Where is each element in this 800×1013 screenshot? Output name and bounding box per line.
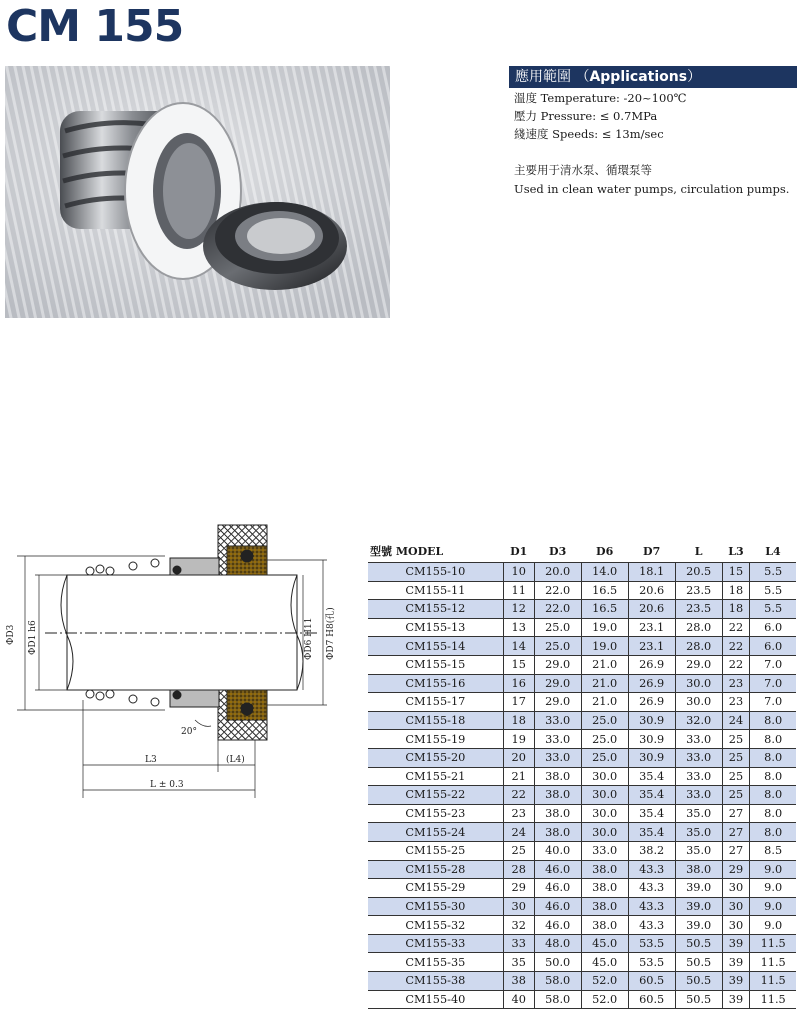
cell-model: CM155-17 [405,695,466,709]
header-d6: D6 [596,544,614,558]
cell-d3: 46.0 [534,879,581,898]
cell-d6: 52.0 [581,972,628,991]
table-row [368,581,796,600]
cell-d6: 21.0 [581,693,628,712]
cell-model: CM155-35 [405,955,466,969]
table-row [368,879,796,898]
cell-l3: 25 [722,730,750,749]
cell-d7: 30.9 [628,730,675,749]
cell-l4: 8.5 [750,841,796,860]
cell-d7: 60.5 [628,990,675,1009]
cell-l3: 18 [722,581,750,600]
cell-d7: 53.5 [628,934,675,953]
cell-d3: 38.0 [534,804,581,823]
cell-d3: 50.0 [534,953,581,972]
cell-d6: 25.0 [581,730,628,749]
cell-l: 35.0 [675,804,722,823]
cell-d6: 52.0 [581,990,628,1009]
header-d1: D1 [510,544,528,558]
product-photo [5,66,390,318]
table-row [368,637,796,656]
cell-d7: 23.1 [628,618,675,637]
cell-l3: 22 [722,637,750,656]
applications-header-cn: 應用範圍 [515,69,571,85]
cell-d7: 43.3 [628,916,675,935]
cell-d1: 40 [503,990,534,1009]
table-row [368,563,796,582]
cell-l3: 22 [722,618,750,637]
cell-l3: 25 [722,748,750,767]
table-row [368,804,796,823]
cell-l4: 9.0 [750,860,796,879]
cell-d3: 33.0 [534,748,581,767]
technical-drawing [5,520,360,810]
cell-l4: 11.5 [750,990,796,1009]
cell-l4: 7.0 [750,693,796,712]
cell-model: CM155-28 [405,862,466,876]
cell-model: CM155-15 [405,658,466,672]
cell-model: CM155-20 [405,751,466,765]
table-header-row [368,540,796,563]
cell-d7: 60.5 [628,972,675,991]
cell-l: 33.0 [675,748,722,767]
table-row [368,972,796,991]
cell-model: CM155-33 [405,937,466,951]
cell-d6: 33.0 [581,841,628,860]
cell-d1: 10 [503,563,534,582]
cell-model: CM155-10 [405,565,466,579]
cell-d7: 43.3 [628,897,675,916]
cell-d3: 25.0 [534,618,581,637]
cell-d1: 23 [503,804,534,823]
l3-label: L3 [145,755,157,765]
cell-l4: 8.0 [750,786,796,805]
cell-d7: 26.9 [628,674,675,693]
cell-model: CM155-19 [405,732,466,746]
cell-d7: 23.1 [628,637,675,656]
cell-d7: 35.4 [628,786,675,805]
cell-l4: 5.5 [750,563,796,582]
applications-header: 應用範圍 （Applications） [509,66,797,88]
cell-l: 50.5 [675,934,722,953]
cell-d3: 29.0 [534,693,581,712]
cell-model: CM155-21 [405,769,466,783]
cell-d6: 16.5 [581,581,628,600]
cell-d3: 38.0 [534,823,581,842]
cell-d6: 38.0 [581,879,628,898]
cell-d6: 25.0 [581,711,628,730]
cell-l4: 11.5 [750,934,796,953]
cell-l4: 5.5 [750,581,796,600]
cell-model: CM155-30 [405,899,466,913]
cell-d1: 22 [503,786,534,805]
table-row [368,823,796,842]
cell-l3: 22 [722,655,750,674]
cell-l: 50.5 [675,990,722,1009]
cell-d6: 38.0 [581,897,628,916]
cell-l3: 30 [722,897,750,916]
table-row [368,990,796,1009]
cell-d7: 20.6 [628,600,675,619]
cell-l4: 8.0 [750,804,796,823]
cell-d1: 18 [503,711,534,730]
cell-d3: 58.0 [534,990,581,1009]
cell-l4: 6.0 [750,618,796,637]
cell-d6: 45.0 [581,934,628,953]
cell-l3: 29 [722,860,750,879]
table-row [368,897,796,916]
cell-model: CM155-23 [405,807,466,821]
cell-d7: 26.9 [628,693,675,712]
cell-d6: 25.0 [581,748,628,767]
cell-d6: 19.0 [581,618,628,637]
cell-l3: 25 [722,786,750,805]
cell-l4: 7.0 [750,655,796,674]
table-row [368,860,796,879]
cell-l: 39.0 [675,897,722,916]
cell-d3: 22.0 [534,600,581,619]
cell-model: CM155-12 [405,602,466,616]
cell-d7: 43.3 [628,860,675,879]
cell-d6: 38.0 [581,860,628,879]
table-row [368,618,796,637]
cell-l3: 23 [722,674,750,693]
cell-l4: 5.5 [750,600,796,619]
cell-l3: 39 [722,990,750,1009]
cell-d1: 13 [503,618,534,637]
cell-l: 35.0 [675,841,722,860]
cell-d1: 15 [503,655,534,674]
header-model: 型號 MODEL [370,545,444,558]
dimension-table [368,540,796,1009]
cell-d3: 29.0 [534,655,581,674]
table-row [368,916,796,935]
cell-d6: 16.5 [581,600,628,619]
cell-l: 28.0 [675,618,722,637]
cell-d3: 22.0 [534,581,581,600]
cell-l4: 6.0 [750,637,796,656]
cell-l3: 27 [722,804,750,823]
cell-l: 30.0 [675,693,722,712]
cell-l3: 39 [722,934,750,953]
cell-d7: 35.4 [628,767,675,786]
cell-d1: 16 [503,674,534,693]
applications-header-en: Applications [589,69,688,85]
cell-d1: 32 [503,916,534,935]
cell-d3: 33.0 [534,711,581,730]
cell-l: 38.0 [675,860,722,879]
header-l4: L4 [765,544,781,558]
cell-d7: 26.9 [628,655,675,674]
table-row [368,934,796,953]
table-row [368,655,796,674]
cell-d1: 28 [503,860,534,879]
cell-d1: 11 [503,581,534,600]
cell-model: CM155-18 [405,714,466,728]
cell-d7: 18.1 [628,563,675,582]
cell-l: 23.5 [675,581,722,600]
cell-d3: 46.0 [534,897,581,916]
table-row [368,693,796,712]
temperature-spec: 溫度 Temperature: -20~100℃ [514,91,687,105]
cell-model: CM155-25 [405,844,466,858]
cell-l: 35.0 [675,823,722,842]
cell-l3: 30 [722,879,750,898]
cell-l4: 8.0 [750,748,796,767]
usage-cn: 主要用于清水泵、循環泵等 [514,163,652,177]
cell-l: 33.0 [675,730,722,749]
cell-d1: 12 [503,600,534,619]
cell-d1: 19 [503,730,534,749]
cell-model: CM155-38 [405,974,466,988]
cell-model: CM155-24 [405,825,466,839]
cell-l4: 11.5 [750,953,796,972]
l-label: L ± 0.3 [150,780,184,790]
cell-d6: 30.0 [581,804,628,823]
cell-l4: 9.0 [750,897,796,916]
cell-d6: 30.0 [581,786,628,805]
cell-d3: 38.0 [534,767,581,786]
cell-d3: 48.0 [534,934,581,953]
cell-l: 33.0 [675,767,722,786]
cell-l: 39.0 [675,879,722,898]
cell-l: 29.0 [675,655,722,674]
cell-d1: 33 [503,934,534,953]
cell-model: CM155-11 [405,583,466,597]
cell-d3: 46.0 [534,916,581,935]
cell-d3: 58.0 [534,972,581,991]
d3-label: ΦD3 [6,624,16,645]
table-row [368,748,796,767]
cell-l3: 25 [722,767,750,786]
page-title: CM 155 [6,1,184,52]
cell-l: 39.0 [675,916,722,935]
table-row [368,674,796,693]
table-row [368,600,796,619]
cell-d7: 30.9 [628,748,675,767]
cell-d1: 30 [503,897,534,916]
cell-d7: 20.6 [628,581,675,600]
usage-en: Used in clean water pumps, circulation pumps. [514,182,790,196]
cell-l3: 39 [722,953,750,972]
cell-d6: 19.0 [581,637,628,656]
angle-label: 20° [181,727,197,737]
cell-d3: 46.0 [534,860,581,879]
cell-d6: 21.0 [581,655,628,674]
cell-d7: 35.4 [628,823,675,842]
cell-l: 50.5 [675,972,722,991]
cell-d6: 45.0 [581,953,628,972]
d1-label: ΦD1 h6 [28,620,38,655]
cell-l3: 39 [722,972,750,991]
seat-ring-photo [203,202,347,290]
cell-l: 28.0 [675,637,722,656]
cell-d1: 20 [503,748,534,767]
d7-label: ΦD7 H8(孔) [326,607,336,660]
cell-d3: 33.0 [534,730,581,749]
cell-d6: 38.0 [581,916,628,935]
cell-model: CM155-29 [405,881,466,895]
header-d3: D3 [549,544,567,558]
table-row [368,786,796,805]
speed-spec: 綫速度 Speeds: ≤ 13m/sec [514,127,664,141]
cell-l: 23.5 [675,600,722,619]
cell-l3: 27 [722,823,750,842]
cell-d7: 35.4 [628,804,675,823]
pressure-spec: 壓力 Pressure: ≤ 0.7MPa [514,109,658,123]
cell-d3: 25.0 [534,637,581,656]
cell-d6: 21.0 [581,674,628,693]
cell-l4: 8.0 [750,767,796,786]
cell-l4: 8.0 [750,730,796,749]
cell-l3: 15 [722,563,750,582]
cell-d1: 29 [503,879,534,898]
cell-model: CM155-22 [405,788,466,802]
cell-l4: 8.0 [750,823,796,842]
cell-d3: 38.0 [534,786,581,805]
cell-l3: 23 [722,693,750,712]
cell-l4: 8.0 [750,711,796,730]
cell-d6: 14.0 [581,563,628,582]
cell-l: 32.0 [675,711,722,730]
cell-d1: 24 [503,823,534,842]
cell-d7: 30.9 [628,711,675,730]
cell-model: CM155-16 [405,676,466,690]
cell-l3: 27 [722,841,750,860]
cell-l: 30.0 [675,674,722,693]
table-row [368,953,796,972]
cell-d1: 25 [503,841,534,860]
cell-d3: 20.0 [534,563,581,582]
cell-d1: 14 [503,637,534,656]
cell-d6: 30.0 [581,767,628,786]
cell-l: 33.0 [675,786,722,805]
table-body [368,563,796,1009]
cell-d7: 38.2 [628,841,675,860]
cell-l3: 18 [722,600,750,619]
cell-model: CM155-14 [405,639,466,653]
table-row [368,730,796,749]
l4-label: (L4) [226,755,245,765]
cell-l4: 11.5 [750,972,796,991]
cell-l4: 7.0 [750,674,796,693]
cell-model: CM155-13 [405,621,466,635]
cell-model: CM155-40 [405,992,466,1006]
table-row [368,841,796,860]
cell-d1: 35 [503,953,534,972]
cell-d7: 43.3 [628,879,675,898]
header-l3: L3 [728,544,744,558]
cell-l4: 9.0 [750,916,796,935]
header-d7: D7 [643,544,661,558]
cell-l: 50.5 [675,953,722,972]
cell-d1: 17 [503,693,534,712]
cell-model: CM155-32 [405,918,466,932]
cell-d3: 29.0 [534,674,581,693]
cell-d1: 38 [503,972,534,991]
d6-label: ΦD6 H11 [304,617,314,660]
cell-l3: 30 [722,916,750,935]
cell-l4: 9.0 [750,879,796,898]
cell-l: 20.5 [675,563,722,582]
cell-d1: 21 [503,767,534,786]
table-row [368,711,796,730]
header-l: L [694,544,703,558]
table-row [368,767,796,786]
cell-d6: 30.0 [581,823,628,842]
cell-d7: 53.5 [628,953,675,972]
cell-d3: 40.0 [534,841,581,860]
cell-l3: 24 [722,711,750,730]
